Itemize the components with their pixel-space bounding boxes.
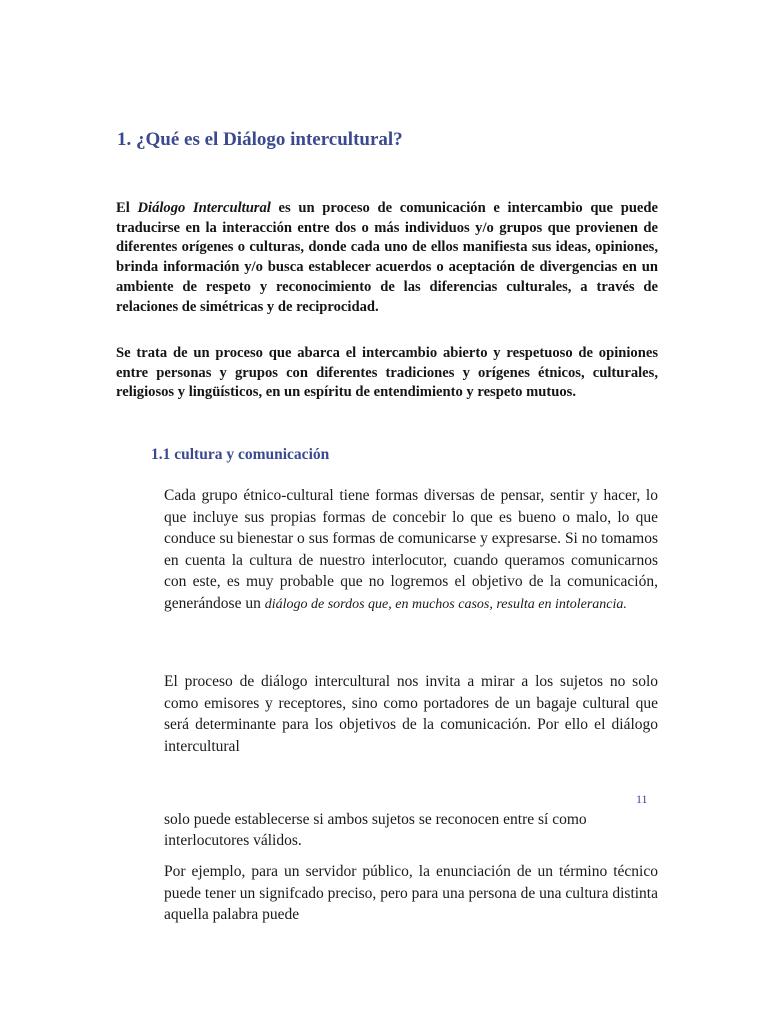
culture-italic-3: resulta en intolerancia. [496,596,627,612]
process-paragraph: Se trata de un proceso que abarca el intercambio abierto y respetuoso de opiniones entre personas y grupos con diferentes tradiciones y orígenes étnicos, culturales, religiosos y lingüísticos, en un espíritu de entendimiento y respeto mutuos. [116,345,658,401]
section-heading: 1. ¿Qué es el Diálogo intercultural? [117,129,403,150]
definition-rest: es un proceso de comunicación e intercambio que puede traducirse en la interacción entre dos o más individuos y/o grupos que provienen de diferentes orígenes o culturas, donde cada uno de ellos manifiesta sus ideas, opiniones, brinda información y/o busca establecer acuerdos o aceptación de divergencias en un ambiente de respeto y reconocimiento de las diferencias culturales, a través de relaciones de simétricas y de reciprocidad. [116,200,659,315]
culture-sep-1: , [388,596,396,612]
culture-italic-2: en muchos casos [395,596,490,612]
culture-paragraph [164,485,658,616]
definition-emphasis: Diálogo Intercultural [137,200,271,216]
culture-sep-2: , [489,596,497,612]
definition-start: El [116,200,138,216]
culture-italic-1: diálogo de sordos que [264,596,389,612]
subsection-heading: 1.1 cultura y comunicación [151,446,330,463]
page-number: 11 [636,792,648,806]
definition-paragraph [116,199,658,317]
intercultural-paragraph: El proceso de diálogo intercultural nos invita a mirar a los sujetos no solo como emisores y receptores, sino como portadores de un bagaje cultural que será determinante para los objetivos de la comunicación. Por ello el diálogo intercultural [164,673,658,755]
example-paragraph: Por ejemplo, para un servidor público, la enunciación de un término técnico puede tener un signifcado preciso, pero para una persona de una cultura distinta aquella palabra puede [164,863,658,924]
culture-text: Cada grupo étnico-cultural tiene formas diversas de pensar, sentir y hacer, lo que incluye sus propias formas de concebir lo que es bueno o malo, lo que conduce su bienestar o sus formas de comunicarse y expresarse. Si no tomamos en cuenta la cultura de nuestro interlocutor, cuando queramos comunicarnos con este, es muy probable que no logremos el objetivo de la comunicación, generándose un [164,487,658,612]
recognition-paragraph: solo puede establecerse si ambos sujetos se reconocen entre sí como interlocutores válidos. [164,811,587,849]
